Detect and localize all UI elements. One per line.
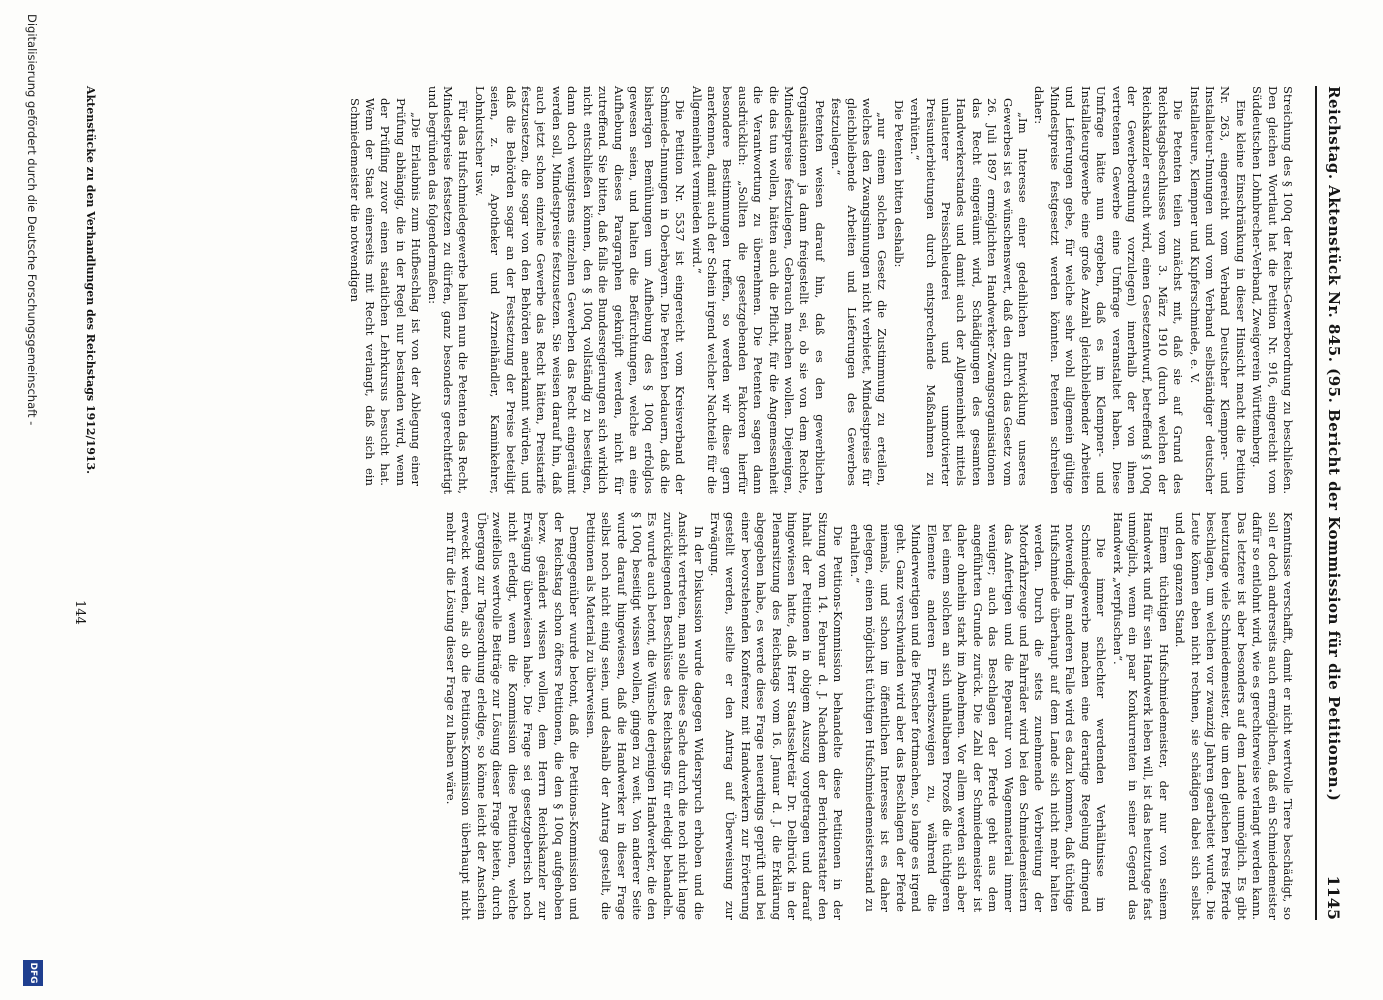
digitization-note: Digitalisierung gefördert durch die Deutsche Forschungsgemeinschaft -	[25, 14, 39, 426]
page-number: 1145	[1324, 875, 1343, 920]
right-column-paragraph: In der Diskussion wurde dagegen Widerspruch erhoben und die Ansicht vertreten, man solle diese Sache durch die noch nicht lange zurückliegenden Beschlüsse des Reichstags für erledigt behandeln. Es wurde auch betont, die Wünsche derjenigen Handwerker, die den § 100q beseitigt wissen wollen, gingen zu weit. Von anderer Seite wurde darauf hingewiesen, daß die Handwerker in dieser Frage selbst noch nicht einig seien, und deshalb der Antrag gestellt, die Petitionen als Material zu überweisen.	[583, 512, 706, 920]
right-text-column	[442, 512, 1295, 920]
right-column-paragraph: Die immer schlechter werdenden Verhältnisse im Schmiedegewerbe machen eine derartige Regelung dringend notwendig. Im anderen Falle wird es dazu kommen, daß tüchtige Hufschmiede überhaupt auf dem Lande sich nicht mehr halten werden. Durch die stets zunehmende Verbreitung der Motorfahrzeuge und Fahrräder wird bei den Schmiedemeistern das Anfertigen und die Reparatur von Wagenmaterial immer weniger; auch das Beschlagen der Pferde geht aus dem angeführten Grunde zurück. Die Zahl der Schmiedemeister ist daher ohnehin stark im Abnehmen. Vor allem werden sich aber bei einem solchen an sich unhaltbaren Prozeß die tüchtigeren Elemente anderen Erwerbszweigen zu, während die Minderwertigen und die Pfuscher fortmachen, so lange es irgend geht. Ganz verschwinden wird aber das Beschlagen der Pferde niemals, und schon im öffentlichen Interesse ist es daher gelegen, einen möglichst tüchtigen Hufschmiedemeisterstand zu erhalten.“	[847, 524, 1109, 912]
right-column-paragraph: Demgegenüber wurde betont, daß die Petitions-Kommission und der Reichstag schon öfters Petitionen, die den § 100q aufgehoben bezw. geändert wissen wollen, dem Herrn Reichskanzler zur Erwägung überwiesen habe. Die Frage sei gesetzgeberisch noch nicht erledigt, wenn die Kommission diese Petitionen, welche zweifellos wertvolle Beiträge zur Lösung dieser Frage bieten, durch Übergang zur Tagesordnung erledige, so könne leicht der Anschein erweckt werden, als ob die Petitions-Kommission überhaupt nicht mehr für die Lösung dieser Frage zu haben wäre.	[444, 512, 582, 920]
page-header	[1309, 86, 1343, 920]
right-column-paragraph: Die Petitions-Kommission behandelte diese Petitionen in der Sitzung vom 14. Februar d. J. Nachdem der Berichterstatter den Inhalt der Petitionen in obigem Auszug vorgetragen und darauf hingewiesen hatte, daß Herr Staatssekretär Dr. Delbrück in der Plenarsitzung des Reichstags vom 16. Januar d. J. die Erklärung abgegeben habe, es werde diese Frage neuerdings geprüft und bei einer bevorstehenden Konferenz mit Handwerkern zur Erörterung gestellt werden, stellte er den Antrag auf Überweisung zur Erwägung.	[707, 512, 846, 920]
left-column-paragraph: „nur einem solchen Gesetz die Zustimmung zu erteilen, welches den Zwangsinnungen nicht verbietet, Mindestpreise für gleichbleibende Arbeiten und Lieferungen des Gewerbes festzulegen.“	[829, 98, 890, 486]
left-text-column	[345, 86, 1295, 494]
left-column-paragraph: Streichung des § 100q der Reichs-Gewerbeordnung zu beschließen. Den gleichen Wortlaut hat die Petition Nr. 916, eingereicht vom Süddeutschen Lohnbrecher-Verband, Zweigverein Württemberg.	[1250, 86, 1295, 494]
left-column-paragraph: Für das Hufschmiedegewerbe halten nun die Petenten das Recht, Mindestpreise festsetzen zu dürfen, ganz besonders gerechtfertigt und begründen das folgendermaßen:	[425, 86, 471, 494]
left-column-paragraph: „Im Interesse einer gedeihlichen Entwicklung unseres Gewerbes ist es wünschenswert, daß den durch das Gesetz vom 26. Juli 1897 ermöglichten Handwerker-Zwangsorganisationen das Recht eingeräumt wird, Schädigungen des gesamten Handwerkerstandes und damit auch der Allgemeinheit mittels unlauterer Preisschleuderei und unmotivierter Preisunterbietungen durch entsprechende Maßnahmen zu verhüten.“	[908, 98, 1031, 486]
left-column-paragraph: Die Petenten bitten deshalb:	[891, 100, 906, 268]
left-column-paragraph: Eine kleine Einschränkung in dieser Hinsicht macht die Petition Nr. 263, eingereicht vom Verband Deutscher Klempner- und Installateur-Innungen und vom Verband selbständiger deutscher Installateure, Klempner und Kupferschmiede, e. V.	[1187, 86, 1248, 494]
left-column-paragraph: Die Petenten teilen zunächst mit, daß sie auf Grund des Reichstagsbeschlusses vom 3. März 1910 (durch welchen der Reichskanzler ersucht wird, einen Gesetzentwurf, betreffend § 100q der Gewerbeordnung vorzulegen) innerhalb der von ihnen vertretenen Gewerbe eine Umfrage veranstaltet haben. Diese Umfrage hätte nun ergeben, daß es im Klempner- und Installateurgewerbe eine große Anzahl gleichbleibender Arbeiten und Lieferungen gebe, für welche sehr wohl allgemein gültige Mindestpreise festgesetzt werden könnten. Petenten schreiben daher:	[1032, 86, 1186, 494]
left-column-paragraph: Die Petition Nr. 5537 ist eingereicht vom Kreisverband der Schmiede-Innungen in Oberbayern. Die Petenten bedauern, daß die bisherigen Bemühungen um Aufhebung des § 100q erfolglos gewesen seien, und halten die Befürchtungen, welche an eine Aufhebung dieses Paragraphen geknüpft werden, nicht für zutreffend. Sie bitten, daß falls die Bundesregierungen sich wirklich nicht entschließen können, den § 100q vollständig zu beseitigen, dann doch wenigstens einzelnen Gewerben das Recht eingeräumt werden soll, Mindestpreise festzusetzen. Sie weisen darauf hin, daß auch jetzt schon einzelne Gewerbe das Recht hätten, Preistarife festzusetzen, die sogar von den Behörden anerkannt würden, und daß die Behörden sogar an der Festsetzung der Preise beteiligt seien, z. B. Apotheker und Arzneihändler, Kaminkehrer, Lohnkutscher usw.	[472, 86, 688, 494]
header-rule	[1315, 86, 1317, 920]
digitization-strip	[17, 14, 43, 986]
left-column-paragraph: „Die Erlaubnis zum Hufbeschlag ist von der Ablegung einer Prüfung abhängig, die in der Regel nur bestanden wird, wenn der Prüfling zuvor einen staatlichen Lehrkursus besucht hat. Wenn der Staat einerseits mit Recht verlangt, daß sich ein Schmiedemeister die notwendigen	[347, 98, 424, 486]
right-column-paragraph: Kenntnisse verschafft, damit er nicht wertvolle Tiere beschädigt, so soll er doch andrerseits auch ermöglichen, daß ein Schmiedemeister dafür so entlohnt wird, wie es gerechterweise verlangt werden kann. Das letztere ist aber besonders auf dem Lande unmöglich. Es gibt heutzutage viele Schmiedemeister, die um den gleichen Preis Pferde beschlagen, um welchen vor zwanzig Jahren gearbeitet wurde. Die Leute können eben nicht rechnen, sie schädigen dabei sich selbst und den ganzen Stand.	[1173, 512, 1295, 920]
sheet-number: 144	[72, 600, 87, 625]
left-column-paragraph: Petenten weisen darauf hin, daß es den gewerblichen Organisationen ja dann freigestellt sei, ob sie von dem Rechte, Mindestpreise festzulegen, Gebrauch machen wollen. Diejenigen, die das tun wollen, hätten auch die Pflicht, für die Angemessenheit die Verantwortung zu übernehmen. Die Petenten sagen dann ausdrücklich: „Sollten die gesetzgebenden Faktoren hierfür besondere Bestimmungen treffen, so werden wir diese gern anerkennen, damit auch der Schein irgend welcher Nachteile für die Allgemeinheit vermieden wird.“	[689, 86, 827, 494]
right-column-paragraph: Einem tüchtigen Hufschmiedemeister, der nur von seinem Handwerk und für sein Handwerk leben will, ist das heutzutage fast unmöglich, wenn ein paar Konkurrenten in seiner Gegend das Handwerk „verpfuschen“.	[1110, 512, 1171, 920]
running-title: Reichstag. Aktenstück Nr. 845. (95. Bericht der Kommission für die Petitionen.)	[1325, 86, 1343, 802]
dfg-logo-icon: DFG	[23, 960, 43, 986]
footer-source-line: Aktenstücke zu den Verhandlungen des Reichstags 1912/1913.	[84, 86, 97, 474]
